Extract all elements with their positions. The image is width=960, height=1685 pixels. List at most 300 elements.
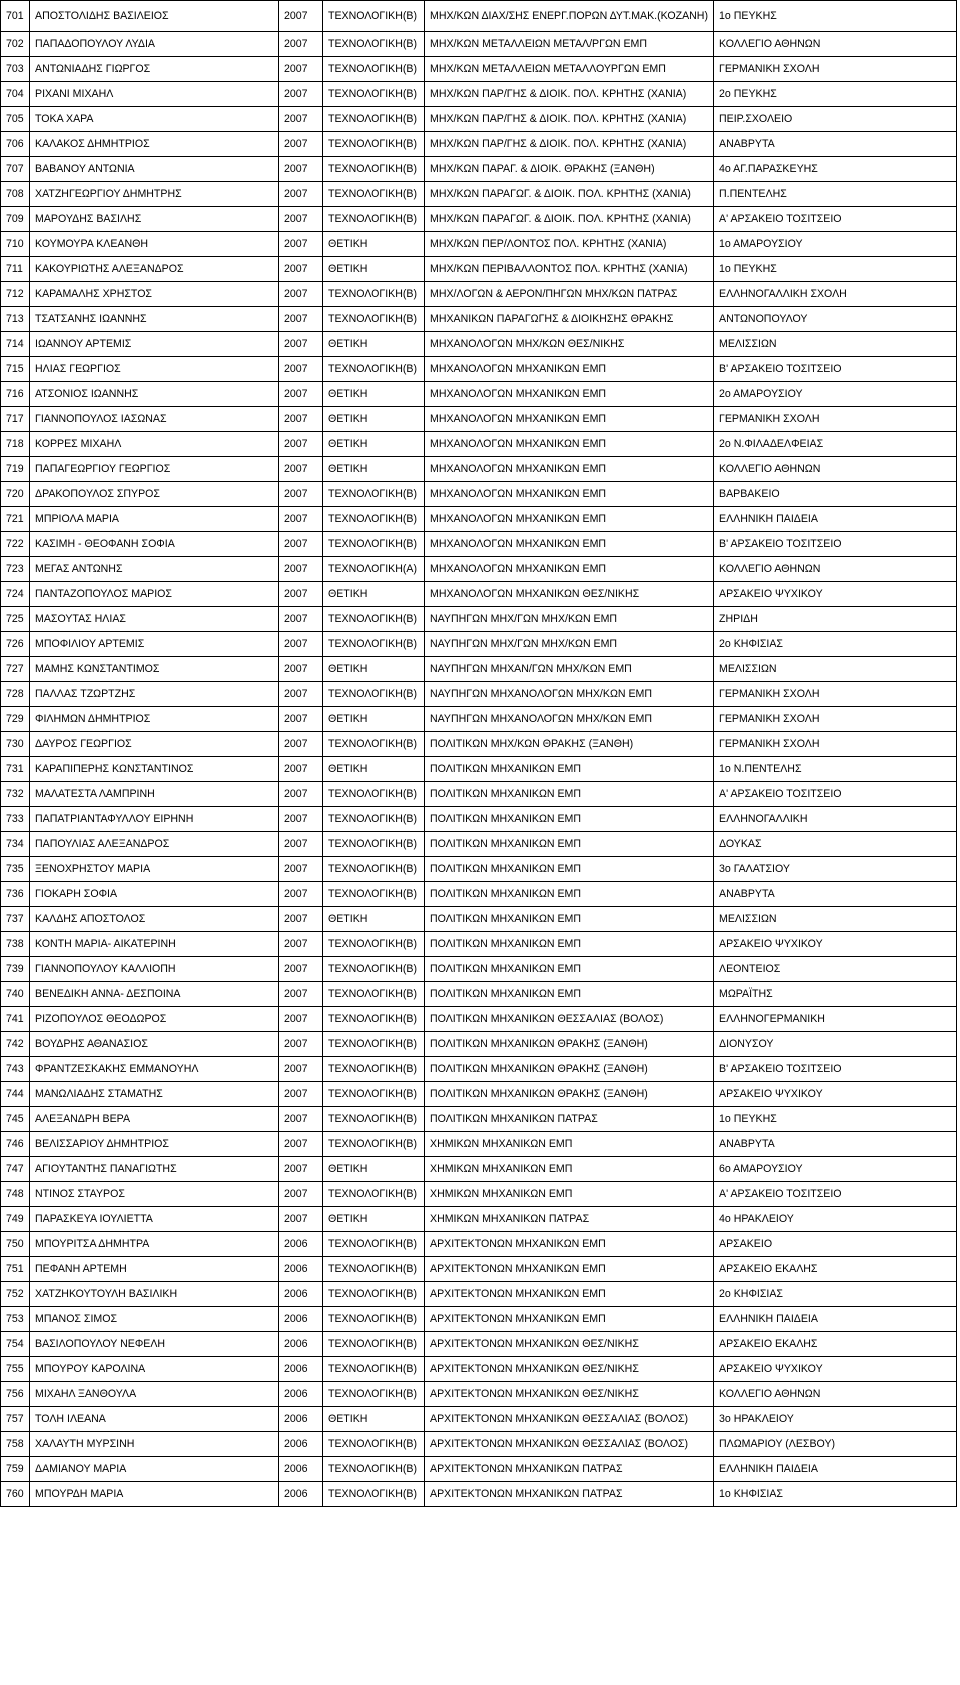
high-school: ΜΩΡΑΪΤΗΣ: [714, 982, 957, 1007]
exam-year: 2007: [279, 582, 323, 607]
exam-year: 2007: [279, 82, 323, 107]
exam-track: ΤΕΧΝΟΛΟΓΙΚΗ(Β): [323, 307, 425, 332]
table-row: [1, 1107, 957, 1132]
student-name: ΗΛΙΑΣ ΓΕΩΡΓΙΟΣ: [30, 357, 279, 382]
student-name: ΓΙΟΚΑΡΗ ΣΟΦΙΑ: [30, 882, 279, 907]
high-school: 1ο ΚΗΦΙΣΙΑΣ: [714, 1482, 957, 1507]
exam-year: 2007: [279, 782, 323, 807]
high-school: ΓΕΡΜΑΝΙΚΗ ΣΧΟΛΗ: [714, 407, 957, 432]
high-school: Β' ΑΡΣΑΚΕΙΟ ΤΟΣΙΤΣΕΙΟ: [714, 532, 957, 557]
student-name: ΒΑΒΑΝΟΥ ΑΝΤΩΝΙΑ: [30, 157, 279, 182]
exam-track: ΤΕΧΝΟΛΟΓΙΚΗ(Β): [323, 1307, 425, 1332]
exam-track: ΤΕΧΝΟΛΟΓΙΚΗ(Β): [323, 1432, 425, 1457]
student-name: ΧΑΤΖΗΚΟΥΤΟΥΛΗ ΒΑΣΙΛΙΚΗ: [30, 1282, 279, 1307]
row-number: 753: [1, 1307, 30, 1332]
student-name: ΒΕΝΕΔΙΚΗ ΑΝΝΑ- ΔΕΣΠΟΙΝΑ: [30, 982, 279, 1007]
row-number: 735: [1, 857, 30, 882]
row-number: 742: [1, 1032, 30, 1057]
admitted-program: ΜΗΧ/ΛΟΓΩΝ & ΑΕΡΟΝ/ΠΗΓΩΝ ΜΗΧ/ΚΩΝ ΠΑΤΡΑΣ: [425, 282, 714, 307]
exam-year: 2007: [279, 707, 323, 732]
row-number: 712: [1, 282, 30, 307]
exam-track: ΤΕΧΝΟΛΟΓΙΚΗ(Β): [323, 482, 425, 507]
row-number: 707: [1, 157, 30, 182]
student-name: ΚΑΚΟΥΡΙΩΤΗΣ ΑΛΕΞΑΝΔΡΟΣ: [30, 257, 279, 282]
table-row: [1, 1482, 957, 1507]
high-school: 1ο ΠΕΥΚΗΣ: [714, 1, 957, 32]
high-school: ΛΕΟΝΤΕΙΟΣ: [714, 957, 957, 982]
admitted-program: ΜΗΧ/ΚΩΝ ΔΙΑΧ/ΣΗΣ ΕΝΕΡΓ.ΠΟΡΩΝ ΔΥΤ.ΜΑΚ.(ΚΟΖΑΝΗ): [425, 1, 714, 32]
exam-track: ΤΕΧΝΟΛΟΓΙΚΗ(Β): [323, 357, 425, 382]
admitted-program: ΜΗΧ/ΚΩΝ ΠΑΡ/ΓΗΣ & ΔΙΟΙΚ. ΠΟΛ. ΚΡΗΤΗΣ (ΧΑΝΙΑ): [425, 82, 714, 107]
exam-track: ΘΕΤΙΚΗ: [323, 432, 425, 457]
exam-track: ΤΕΧΝΟΛΟΓΙΚΗ(Β): [323, 1107, 425, 1132]
admitted-program: ΠΟΛΙΤΙΚΩΝ ΜΗΧΑΝΙΚΩΝ ΕΜΠ: [425, 832, 714, 857]
exam-year: 2007: [279, 207, 323, 232]
student-name: ΜΠΑΝΟΣ ΣΙΜΟΣ: [30, 1307, 279, 1332]
exam-track: ΤΕΧΝΟΛΟΓΙΚΗ(Β): [323, 1457, 425, 1482]
exam-year: 2007: [279, 357, 323, 382]
high-school: ΕΛΛΗΝΟΓΕΡΜΑΝΙΚΗ: [714, 1007, 957, 1032]
high-school: ΑΝΑΒΡΥΤΑ: [714, 132, 957, 157]
row-number: 756: [1, 1382, 30, 1407]
exam-year: 2007: [279, 832, 323, 857]
table-row: [1, 832, 957, 857]
table-row: [1, 1407, 957, 1432]
admitted-program: ΜΗΧ/ΚΩΝ ΠΑΡΑΓΩΓ. & ΔΙΟΙΚ. ΠΟΛ. ΚΡΗΤΗΣ (ΧΑΝΙΑ): [425, 207, 714, 232]
admitted-program: ΜΗΧ/ΚΩΝ ΠΑΡΑΓ. & ΔΙΟΙΚ. ΘΡΑΚΗΣ (ΞΑΝΘΗ): [425, 157, 714, 182]
student-name: ΠΕΦΑΝΗ ΑΡΤΕΜΗ: [30, 1257, 279, 1282]
exam-track: ΤΕΧΝΟΛΟΓΙΚΗ(Β): [323, 1082, 425, 1107]
student-name: ΦΡΑΝΤΖΕΣΚΑΚΗΣ ΕΜΜΑΝΟΥΗΛ: [30, 1057, 279, 1082]
high-school: ΜΕΛΙΣΣΙΩΝ: [714, 907, 957, 932]
high-school: ΕΛΛΗΝΙΚΗ ΠΑΙΔΕΙΑ: [714, 1457, 957, 1482]
table-row: [1, 807, 957, 832]
student-name: ΤΣΑΤΣΑΝΗΣ ΙΩΑΝΝΗΣ: [30, 307, 279, 332]
high-school: 2ο ΠΕΥΚΗΣ: [714, 82, 957, 107]
admitted-program: ΠΟΛΙΤΙΚΩΝ ΜΗΧΑΝΙΚΩΝ ΠΑΤΡΑΣ: [425, 1107, 714, 1132]
admitted-program: ΜΗΧ/ΚΩΝ ΠΑΡ/ΓΗΣ & ΔΙΟΙΚ. ΠΟΛ. ΚΡΗΤΗΣ (ΧΑΝΙΑ): [425, 107, 714, 132]
student-name: ΓΙΑΝΝΟΠΟΥΛΟΣ ΙΑΣΩΝΑΣ: [30, 407, 279, 432]
table-row: [1, 907, 957, 932]
row-number: 705: [1, 107, 30, 132]
exam-track: ΤΕΧΝΟΛΟΓΙΚΗ(Β): [323, 982, 425, 1007]
student-name: ΚΟΡΡΕΣ ΜΙΧΑΗΛ: [30, 432, 279, 457]
exam-year: 2006: [279, 1357, 323, 1382]
admitted-program: ΜΗΧΑΝΟΛΟΓΩΝ ΜΗΧΑΝΙΚΩΝ ΕΜΠ: [425, 532, 714, 557]
exam-year: 2007: [279, 1057, 323, 1082]
admitted-program: ΜΗΧΑΝΟΛΟΓΩΝ ΜΗΧΑΝΙΚΩΝ ΕΜΠ: [425, 382, 714, 407]
high-school: ΜΕΛΙΣΣΙΩΝ: [714, 657, 957, 682]
row-number: 747: [1, 1157, 30, 1182]
student-name: ΚΑΡΑΜΑΛΗΣ ΧΡΗΣΤΟΣ: [30, 282, 279, 307]
row-number: 728: [1, 682, 30, 707]
admitted-program: ΝΑΥΠΗΓΩΝ ΜΗΧΑΝΟΛΟΓΩΝ ΜΗΧ/ΚΩΝ ΕΜΠ: [425, 682, 714, 707]
high-school: 1ο ΠΕΥΚΗΣ: [714, 257, 957, 282]
table-row: [1, 1357, 957, 1382]
exam-track: ΤΕΧΝΟΛΟΓΙΚΗ(Β): [323, 682, 425, 707]
row-number: 701: [1, 1, 30, 32]
exam-track: ΤΕΧΝΟΛΟΓΙΚΗ(Β): [323, 32, 425, 57]
student-name: ΔΑΜΙΑΝΟΥ ΜΑΡΙΑ: [30, 1457, 279, 1482]
table-row: [1, 557, 957, 582]
admitted-program: ΠΟΛΙΤΙΚΩΝ ΜΗΧ/ΚΩΝ ΘΡΑΚΗΣ (ΞΑΝΘΗ): [425, 732, 714, 757]
admitted-program: ΠΟΛΙΤΙΚΩΝ ΜΗΧΑΝΙΚΩΝ ΘΡΑΚΗΣ (ΞΑΝΘΗ): [425, 1082, 714, 1107]
row-number: 732: [1, 782, 30, 807]
exam-track: ΤΕΧΝΟΛΟΓΙΚΗ(Β): [323, 1382, 425, 1407]
student-name: ΧΑΤΖΗΓΕΩΡΓΙΟΥ ΔΗΜΗΤΡΗΣ: [30, 182, 279, 207]
exam-track: ΘΕΤΙΚΗ: [323, 457, 425, 482]
table-row: [1, 1157, 957, 1182]
student-name: ΚΑΣΙΜΗ - ΘΕΟΦΑΝΗ ΣΟΦΙΑ: [30, 532, 279, 557]
high-school: Β' ΑΡΣΑΚΕΙΟ ΤΟΣΙΤΣΕΙΟ: [714, 1057, 957, 1082]
high-school: 4ο ΗΡΑΚΛΕΙΟΥ: [714, 1207, 957, 1232]
exam-track: ΤΕΧΝΟΛΟΓΙΚΗ(Β): [323, 182, 425, 207]
high-school: Α' ΑΡΣΑΚΕΙΟ ΤΟΣΙΤΣΕΙΟ: [714, 1182, 957, 1207]
row-number: 758: [1, 1432, 30, 1457]
exam-year: 2007: [279, 432, 323, 457]
exam-year: 2007: [279, 1, 323, 32]
table-row: [1, 1182, 957, 1207]
exam-track: ΤΕΧΝΟΛΟΓΙΚΗ(Β): [323, 782, 425, 807]
student-name: ΜΑΛΑΤΕΣΤΑ ΛΑΜΠΡΙΝΗ: [30, 782, 279, 807]
student-name: ΜΠΡΙΟΛΑ ΜΑΡΙΑ: [30, 507, 279, 532]
high-school: ΑΡΣΑΚΕΙΟ ΨΥΧΙΚΟΥ: [714, 1082, 957, 1107]
student-name: ΔΑΥΡΟΣ ΓΕΩΡΓΙΟΣ: [30, 732, 279, 757]
high-school: ΑΡΣΑΚΕΙΟ ΕΚΑΛΗΣ: [714, 1257, 957, 1282]
student-name: ΜΑΣΟΥΤΑΣ ΗΛΙΑΣ: [30, 607, 279, 632]
exam-track: ΘΕΤΙΚΗ: [323, 257, 425, 282]
table-row: [1, 1057, 957, 1082]
exam-track: ΤΕΧΝΟΛΟΓΙΚΗ(Β): [323, 132, 425, 157]
admitted-program: ΑΡΧΙΤΕΚΤΟΝΩΝ ΜΗΧΑΝΙΚΩΝ ΘΕΣ/ΝΙΚΗΣ: [425, 1357, 714, 1382]
admitted-program: ΜΗΧ/ΚΩΝ ΠΕΡΙΒΑΛΛΟΝΤΟΣ ΠΟΛ. ΚΡΗΤΗΣ (ΧΑΝΙΑ): [425, 257, 714, 282]
row-number: 702: [1, 32, 30, 57]
high-school: 1ο Ν.ΠΕΝΤΕΛΗΣ: [714, 757, 957, 782]
exam-track: ΤΕΧΝΟΛΟΓΙΚΗ(Β): [323, 1332, 425, 1357]
table-row: [1, 1032, 957, 1057]
student-name: ΠΑΠΟΥΛΙΑΣ ΑΛΕΞΑΝΔΡΟΣ: [30, 832, 279, 857]
exam-year: 2007: [279, 982, 323, 1007]
table-row: [1, 982, 957, 1007]
exam-track: ΤΕΧΝΟΛΟΓΙΚΗ(Β): [323, 1057, 425, 1082]
student-name: ΤΟΛΗ ΙΛΕΑΝΑ: [30, 1407, 279, 1432]
exam-track: ΘΕΤΙΚΗ: [323, 707, 425, 732]
high-school: Β' ΑΡΣΑΚΕΙΟ ΤΟΣΙΤΣΕΙΟ: [714, 357, 957, 382]
exam-year: 2007: [279, 732, 323, 757]
student-name: ΒΕΛΙΣΣΑΡΙΟΥ ΔΗΜΗΤΡΙΟΣ: [30, 1132, 279, 1157]
high-school: 4ο ΑΓ.ΠΑΡΑΣΚΕΥΗΣ: [714, 157, 957, 182]
exam-track: ΘΕΤΙΚΗ: [323, 907, 425, 932]
exam-track: ΤΕΧΝΟΛΟΓΙΚΗ(Β): [323, 632, 425, 657]
student-name: ΜΑΡΟΥΔΗΣ ΒΑΣΙΛΗΣ: [30, 207, 279, 232]
table-row: [1, 1457, 957, 1482]
admitted-program: ΜΗΧΑΝΟΛΟΓΩΝ ΜΗΧΑΝΙΚΩΝ ΕΜΠ: [425, 357, 714, 382]
row-number: 748: [1, 1182, 30, 1207]
row-number: 725: [1, 607, 30, 632]
row-number: 723: [1, 557, 30, 582]
admitted-program: ΑΡΧΙΤΕΚΤΟΝΩΝ ΜΗΧΑΝΙΚΩΝ ΘΕΣ/ΝΙΚΗΣ: [425, 1382, 714, 1407]
high-school: Α' ΑΡΣΑΚΕΙΟ ΤΟΣΙΤΣΕΙΟ: [714, 207, 957, 232]
exam-track: ΤΕΧΝΟΛΟΓΙΚΗ(Β): [323, 1032, 425, 1057]
student-name: ΜΙΧΑΗΛ ΞΑΝΘΟΥΛΑ: [30, 1382, 279, 1407]
admitted-program: ΠΟΛΙΤΙΚΩΝ ΜΗΧΑΝΙΚΩΝ ΕΜΠ: [425, 882, 714, 907]
row-number: 759: [1, 1457, 30, 1482]
student-name: ΚΑΛΔΗΣ ΑΠΟΣΤΟΛΟΣ: [30, 907, 279, 932]
row-number: 727: [1, 657, 30, 682]
table-row: [1, 1082, 957, 1107]
admitted-program: ΝΑΥΠΗΓΩΝ ΜΗΧ/ΓΩΝ ΜΗΧ/ΚΩΝ ΕΜΠ: [425, 632, 714, 657]
exam-year: 2007: [279, 407, 323, 432]
row-number: 760: [1, 1482, 30, 1507]
exam-year: 2006: [279, 1432, 323, 1457]
table-row: [1, 1207, 957, 1232]
table-row: [1, 257, 957, 282]
table-row: [1, 382, 957, 407]
exam-track: ΤΕΧΝΟΛΟΓΙΚΗ(Β): [323, 882, 425, 907]
student-name: ΡΙΧΑΝΙ ΜΙΧΑΗΛ: [30, 82, 279, 107]
table-row: [1, 582, 957, 607]
admitted-program: ΑΡΧΙΤΕΚΤΟΝΩΝ ΜΗΧΑΝΙΚΩΝ ΕΜΠ: [425, 1232, 714, 1257]
admitted-program: ΜΗΧΑΝΟΛΟΓΩΝ ΜΗΧΑΝΙΚΩΝ ΕΜΠ: [425, 482, 714, 507]
exam-track: ΤΕΧΝΟΛΟΓΙΚΗ(Β): [323, 57, 425, 82]
admitted-program: ΠΟΛΙΤΙΚΩΝ ΜΗΧΑΝΙΚΩΝ ΕΜΠ: [425, 982, 714, 1007]
student-name: ΠΑΠΑΓΕΩΡΓΙΟΥ ΓΕΩΡΓΙΟΣ: [30, 457, 279, 482]
row-number: 716: [1, 382, 30, 407]
exam-track: ΘΕΤΙΚΗ: [323, 382, 425, 407]
exam-track: ΤΕΧΝΟΛΟΓΙΚΗ(Β): [323, 932, 425, 957]
exam-year: 2007: [279, 957, 323, 982]
exam-year: 2007: [279, 557, 323, 582]
exam-year: 2007: [279, 1132, 323, 1157]
table-row: [1, 1332, 957, 1357]
student-name: ΜΑΝΩΛΙΑΔΗΣ ΣΤΑΜΑΤΗΣ: [30, 1082, 279, 1107]
high-school: Α' ΑΡΣΑΚΕΙΟ ΤΟΣΙΤΣΕΙΟ: [714, 782, 957, 807]
row-number: 717: [1, 407, 30, 432]
row-number: 724: [1, 582, 30, 607]
exam-track: ΤΕΧΝΟΛΟΓΙΚΗ(Β): [323, 507, 425, 532]
exam-track: ΤΕΧΝΟΛΟΓΙΚΗ(Β): [323, 282, 425, 307]
exam-year: 2007: [279, 32, 323, 57]
admitted-program: ΧΗΜΙΚΩΝ ΜΗΧΑΝΙΚΩΝ ΠΑΤΡΑΣ: [425, 1207, 714, 1232]
exam-year: 2006: [279, 1457, 323, 1482]
admitted-program: ΝΑΥΠΗΓΩΝ ΜΗΧΑΝΟΛΟΓΩΝ ΜΗΧ/ΚΩΝ ΕΜΠ: [425, 707, 714, 732]
table-row: [1, 732, 957, 757]
exam-track: ΘΕΤΙΚΗ: [323, 582, 425, 607]
row-number: 729: [1, 707, 30, 732]
table-row: [1, 482, 957, 507]
row-number: 743: [1, 1057, 30, 1082]
exam-year: 2006: [279, 1282, 323, 1307]
exam-year: 2007: [279, 882, 323, 907]
exam-year: 2007: [279, 132, 323, 157]
admitted-program: ΑΡΧΙΤΕΚΤΟΝΩΝ ΜΗΧΑΝΙΚΩΝ ΕΜΠ: [425, 1307, 714, 1332]
student-name: ΚΑΡΑΠΙΠΕΡΗΣ ΚΩΝΣΤΑΝΤΙΝΟΣ: [30, 757, 279, 782]
exam-year: 2007: [279, 1082, 323, 1107]
high-school: 3ο ΓΑΛΑΤΣΙΟΥ: [714, 857, 957, 882]
table-row: [1, 1232, 957, 1257]
row-number: 752: [1, 1282, 30, 1307]
student-name: ΞΕΝΟΧΡΗΣΤΟΥ ΜΑΡΙΑ: [30, 857, 279, 882]
row-number: 745: [1, 1107, 30, 1132]
admitted-program: ΧΗΜΙΚΩΝ ΜΗΧΑΝΙΚΩΝ ΕΜΠ: [425, 1157, 714, 1182]
high-school: ΒΑΡΒΑΚΕΙΟ: [714, 482, 957, 507]
student-name: ΑΛΕΞΑΝΔΡΗ ΒΕΡΑ: [30, 1107, 279, 1132]
row-number: 736: [1, 882, 30, 907]
admitted-program: ΧΗΜΙΚΩΝ ΜΗΧΑΝΙΚΩΝ ΕΜΠ: [425, 1132, 714, 1157]
student-name: ΑΤΣΟΝΙΟΣ ΙΩΑΝΝΗΣ: [30, 382, 279, 407]
high-school: ΑΝΑΒΡΥΤΑ: [714, 1132, 957, 1157]
student-name: ΠΑΡΑΣΚΕΥΑ ΙΟΥΛΙΕΤΤΑ: [30, 1207, 279, 1232]
admitted-program: ΑΡΧΙΤΕΚΤΟΝΩΝ ΜΗΧΑΝΙΚΩΝ ΠΑΤΡΑΣ: [425, 1482, 714, 1507]
admitted-program: ΜΗΧΑΝΟΛΟΓΩΝ ΜΗΧ/ΚΩΝ ΘΕΣ/ΝΙΚΗΣ: [425, 332, 714, 357]
high-school: ΚΟΛΛΕΓΙΟ ΑΘΗΝΩΝ: [714, 457, 957, 482]
exam-track: ΤΕΧΝΟΛΟΓΙΚΗ(Α): [323, 557, 425, 582]
high-school: Π.ΠΕΝΤΕΛΗΣ: [714, 182, 957, 207]
table-row: [1, 682, 957, 707]
high-school: ΓΕΡΜΑΝΙΚΗ ΣΧΟΛΗ: [714, 732, 957, 757]
row-number: 737: [1, 907, 30, 932]
row-number: 754: [1, 1332, 30, 1357]
row-number: 704: [1, 82, 30, 107]
high-school: ΠΕΙΡ.ΣΧΟΛΕΙΟ: [714, 107, 957, 132]
row-number: 730: [1, 732, 30, 757]
student-name: ΚΟΥΜΟΥΡΑ ΚΛΕΑΝΘΗ: [30, 232, 279, 257]
exam-year: 2007: [279, 1157, 323, 1182]
admitted-program: ΠΟΛΙΤΙΚΩΝ ΜΗΧΑΝΙΚΩΝ ΘΡΑΚΗΣ (ΞΑΝΘΗ): [425, 1057, 714, 1082]
exam-year: 2007: [279, 1032, 323, 1057]
exam-year: 2006: [279, 1232, 323, 1257]
exam-year: 2007: [279, 332, 323, 357]
student-name: ΒΟΥΔΡΗΣ ΑΘΑΝΑΣΙΟΣ: [30, 1032, 279, 1057]
student-name: ΓΙΑΝΝΟΠΟΥΛΟΥ ΚΑΛΛΙΟΠΗ: [30, 957, 279, 982]
admitted-program: ΜΗΧΑΝΟΛΟΓΩΝ ΜΗΧΑΝΙΚΩΝ ΕΜΠ: [425, 557, 714, 582]
admitted-program: ΠΟΛΙΤΙΚΩΝ ΜΗΧΑΝΙΚΩΝ ΕΜΠ: [425, 757, 714, 782]
row-number: 731: [1, 757, 30, 782]
high-school: ΓΕΡΜΑΝΙΚΗ ΣΧΟΛΗ: [714, 707, 957, 732]
exam-year: 2007: [279, 382, 323, 407]
high-school: ΕΛΛΗΝΟΓΑΛΛΙΚΗ: [714, 807, 957, 832]
admitted-program: ΑΡΧΙΤΕΚΤΟΝΩΝ ΜΗΧΑΝΙΚΩΝ ΘΕΣΣΑΛΙΑΣ (ΒΟΛΟΣ): [425, 1407, 714, 1432]
row-number: 726: [1, 632, 30, 657]
student-name: ΜΕΓΑΣ ΑΝΤΩΝΗΣ: [30, 557, 279, 582]
high-school: ΑΝΑΒΡΥΤΑ: [714, 882, 957, 907]
student-name: ΠΑΠΑΔΟΠΟΥΛΟΥ ΛΥΔΙΑ: [30, 32, 279, 57]
high-school: 2ο Ν.ΦΙΛΑΔΕΛΦΕΙΑΣ: [714, 432, 957, 457]
exam-track: ΤΕΧΝΟΛΟΓΙΚΗ(Β): [323, 1132, 425, 1157]
table-row: [1, 857, 957, 882]
exam-year: 2007: [279, 907, 323, 932]
exam-track: ΤΕΧΝΟΛΟΓΙΚΗ(Β): [323, 107, 425, 132]
admitted-program: ΝΑΥΠΗΓΩΝ ΜΗΧΑΝ/ΓΩΝ ΜΗΧ/ΚΩΝ ΕΜΠ: [425, 657, 714, 682]
table-row: [1, 82, 957, 107]
student-name: ΧΑΛΑΥΤΗ ΜΥΡΣΙΝΗ: [30, 1432, 279, 1457]
student-name: ΤΟΚΑ ΧΑΡΑ: [30, 107, 279, 132]
admitted-program: ΜΗΧ/ΚΩΝ ΠΑΡΑΓΩΓ. & ΔΙΟΙΚ. ΠΟΛ. ΚΡΗΤΗΣ (ΧΑΝΙΑ): [425, 182, 714, 207]
high-school: 3ο ΗΡΑΚΛΕΙΟΥ: [714, 1407, 957, 1432]
row-number: 706: [1, 132, 30, 157]
row-number: 751: [1, 1257, 30, 1282]
table-row: [1, 707, 957, 732]
student-name: ΑΠΟΣΤΟΛΙΔΗΣ ΒΑΣΙΛΕΙΟΣ: [30, 1, 279, 32]
exam-year: 2006: [279, 1382, 323, 1407]
exam-year: 2007: [279, 807, 323, 832]
exam-year: 2007: [279, 107, 323, 132]
table-row: [1, 1257, 957, 1282]
table-row: [1, 607, 957, 632]
student-name: ΜΠΟΥΡΔΗ ΜΑΡΙΑ: [30, 1482, 279, 1507]
high-school: 2ο ΚΗΦΙΣΙΑΣ: [714, 1282, 957, 1307]
exam-year: 2007: [279, 257, 323, 282]
admitted-program: ΠΟΛΙΤΙΚΩΝ ΜΗΧΑΝΙΚΩΝ ΕΜΠ: [425, 857, 714, 882]
table-row: [1, 957, 957, 982]
admitted-program: ΑΡΧΙΤΕΚΤΟΝΩΝ ΜΗΧΑΝΙΚΩΝ ΕΜΠ: [425, 1257, 714, 1282]
exam-year: 2007: [279, 1182, 323, 1207]
exam-year: 2007: [279, 507, 323, 532]
exam-year: 2007: [279, 232, 323, 257]
row-number: 703: [1, 57, 30, 82]
exam-year: 2007: [279, 657, 323, 682]
exam-year: 2007: [279, 682, 323, 707]
exam-year: 2007: [279, 57, 323, 82]
admitted-program: ΜΗΧΑΝΟΛΟΓΩΝ ΜΗΧΑΝΙΚΩΝ ΕΜΠ: [425, 407, 714, 432]
exam-track: ΤΕΧΝΟΛΟΓΙΚΗ(Β): [323, 207, 425, 232]
exam-track: ΤΕΧΝΟΛΟΓΙΚΗ(Β): [323, 857, 425, 882]
admitted-program: ΠΟΛΙΤΙΚΩΝ ΜΗΧΑΝΙΚΩΝ ΘΕΣΣΑΛΙΑΣ (ΒΟΛΟΣ): [425, 1007, 714, 1032]
admitted-program: ΜΗΧ/ΚΩΝ ΠΕΡ/ΛΟΝΤΟΣ ΠΟΛ. ΚΡΗΤΗΣ (ΧΑΝΙΑ): [425, 232, 714, 257]
table-row: [1, 132, 957, 157]
table-row: [1, 532, 957, 557]
exam-year: 2007: [279, 457, 323, 482]
row-number: 709: [1, 207, 30, 232]
row-number: 718: [1, 432, 30, 457]
row-number: 708: [1, 182, 30, 207]
student-name: ΒΑΣΙΛΟΠΟΥΛΟΥ ΝΕΦΕΛΗ: [30, 1332, 279, 1357]
admitted-program: ΠΟΛΙΤΙΚΩΝ ΜΗΧΑΝΙΚΩΝ ΕΜΠ: [425, 907, 714, 932]
student-name: ΠΑΠΑΤΡΙΑΝΤΑΦΥΛΛΟΥ ΕΙΡΗΝΗ: [30, 807, 279, 832]
high-school: ΜΕΛΙΣΣΙΩΝ: [714, 332, 957, 357]
student-name: ΜΠΟΥΡΟΥ ΚΑΡΟΛΙΝΑ: [30, 1357, 279, 1382]
admitted-program: ΠΟΛΙΤΙΚΩΝ ΜΗΧΑΝΙΚΩΝ ΕΜΠ: [425, 807, 714, 832]
high-school: ΕΛΛΗΝΟΓΑΛΛΙΚΗ ΣΧΟΛΗ: [714, 282, 957, 307]
high-school: ΚΟΛΛΕΓΙΟ ΑΘΗΝΩΝ: [714, 1382, 957, 1407]
high-school: ΕΛΛΗΝΙΚΗ ΠΑΙΔΕΙΑ: [714, 507, 957, 532]
student-name: ΡΙΖΟΠΟΥΛΟΣ ΘΕΟΔΩΡΟΣ: [30, 1007, 279, 1032]
high-school: 6ο ΑΜΑΡΟΥΣΙΟΥ: [714, 1157, 957, 1182]
admitted-program: ΠΟΛΙΤΙΚΩΝ ΜΗΧΑΝΙΚΩΝ ΕΜΠ: [425, 932, 714, 957]
student-name: ΝΤΙΝΟΣ ΣΤΑΥΡΟΣ: [30, 1182, 279, 1207]
admitted-program: ΜΗΧΑΝΟΛΟΓΩΝ ΜΗΧΑΝΙΚΩΝ ΕΜΠ: [425, 432, 714, 457]
exam-track: ΘΕΤΙΚΗ: [323, 1407, 425, 1432]
exam-track: ΤΕΧΝΟΛΟΓΙΚΗ(Β): [323, 807, 425, 832]
exam-year: 2007: [279, 282, 323, 307]
row-number: 721: [1, 507, 30, 532]
exam-year: 2007: [279, 482, 323, 507]
exam-track: ΘΕΤΙΚΗ: [323, 757, 425, 782]
table-row: [1, 757, 957, 782]
admitted-program: ΜΗΧ/ΚΩΝ ΠΑΡ/ΓΗΣ & ΔΙΟΙΚ. ΠΟΛ. ΚΡΗΤΗΣ (ΧΑΝΙΑ): [425, 132, 714, 157]
exam-year: 2006: [279, 1307, 323, 1332]
exam-track: ΤΕΧΝΟΛΟΓΙΚΗ(Β): [323, 1232, 425, 1257]
table-row: [1, 1282, 957, 1307]
admitted-program: ΠΟΛΙΤΙΚΩΝ ΜΗΧΑΝΙΚΩΝ ΘΡΑΚΗΣ (ΞΑΝΘΗ): [425, 1032, 714, 1057]
high-school: ΑΡΣΑΚΕΙΟ ΕΚΑΛΗΣ: [714, 1332, 957, 1357]
row-number: 713: [1, 307, 30, 332]
row-number: 749: [1, 1207, 30, 1232]
row-number: 755: [1, 1357, 30, 1382]
exam-year: 2007: [279, 757, 323, 782]
table-row: [1, 357, 957, 382]
exam-year: 2007: [279, 932, 323, 957]
